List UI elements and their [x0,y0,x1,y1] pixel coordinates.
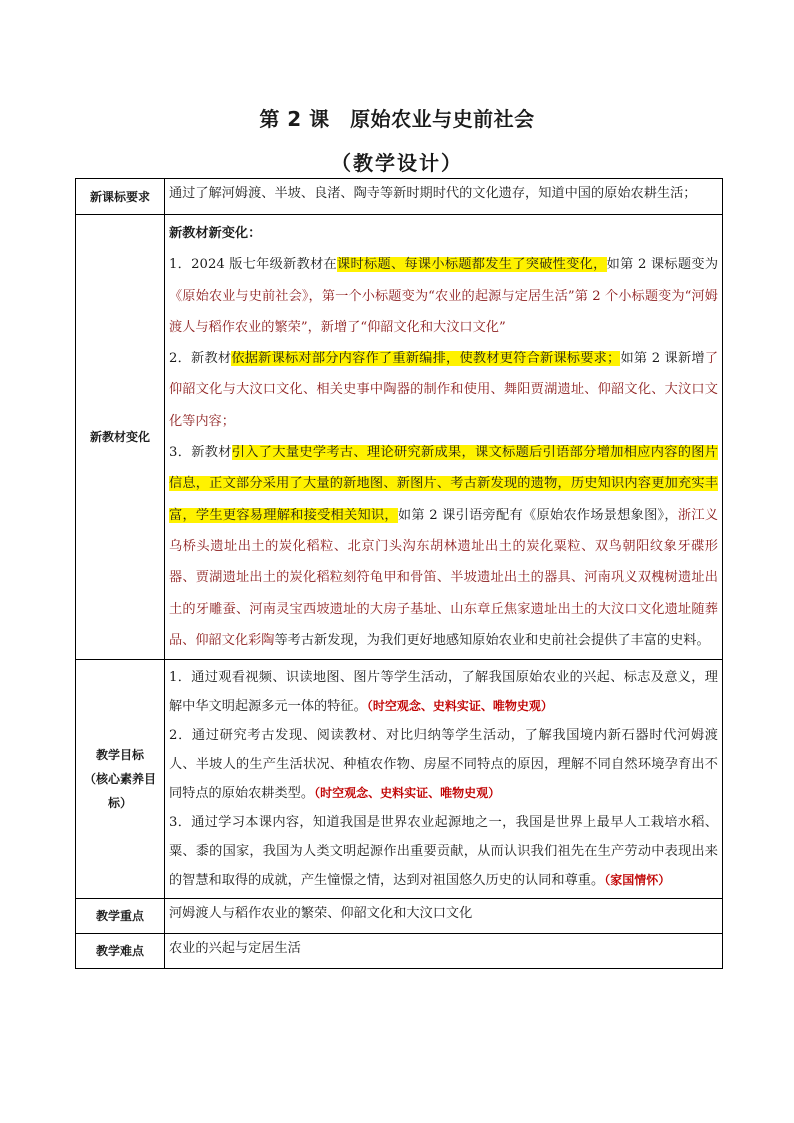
row-label-goals [76,660,165,899]
row-label-key-points: 教学重点 [76,899,165,934]
change-paragraph-1 [169,249,718,343]
standard-text: 通过了解河姆渡、半坡、良渚、陶寺等新时期时代的文化遗存，知道中国的原始农耕生活； [165,179,723,215]
table-row-goals [76,660,723,899]
p1-lead: 1．2024 版七年级新教材在 [169,257,338,273]
table-row-textbook [76,215,723,660]
goals-label-line1: 教学目标 [95,748,144,763]
p2-example: 如第 2 课新增 [620,351,705,367]
p1-detail: 《原始农业与史前社会》，第一个小标题变为“农业的起源与定居生活”第 2 个小标题变为“河姆渡人与稻作农业的繁荣”，新增了“仰韶文化和大汶口文化” [169,288,718,335]
p3-lead: 3．新教材 [169,445,232,461]
change-paragraph-2 [169,343,718,437]
page-subtitle: （教学设计） [331,151,463,175]
p3-detail: 浙江义乌桥头遗址出土的炭化稻粒、北京门头沟东胡林遗址出土的炭化粟粒、双鸟朝阳纹象牙碟形器、贾湖遗址出土的炭化稻粒刻符龟甲和骨笛、半坡遗址出土的器具、河南巩义双槐树遗址出土的牙雕蚕、河南灵宝西坡遗址的大房子基址、山东章丘焦家遗址出土的大汶口文化遗址随葬品、仰韶文化彩陶 [169,507,719,648]
key-points-text: 河姆渡人与稻作农业的繁荣、仰韶文化和大汶口文化 [165,899,723,934]
p2-lead: 2．新教材 [169,351,232,367]
p2-highlight: 依据新课标对部分内容作了重新编排，使教材更符合新课标要求； [231,351,621,367]
goal-3-literacy: （家国情怀） [604,873,671,888]
change-paragraph-3 [169,437,718,656]
goal-3 [169,808,718,895]
goal-1 [169,663,718,721]
p3-example: 如第 2 课引语旁配有《原始农作场景想象图》， [397,507,678,523]
p1-example: 如第 2 课标题变为 [606,257,719,273]
goals-label-line2: （核心素养目标） [83,772,156,811]
p3-highlight: 引入了大量史学考古、理论研究新成果，课文标题后引语部分增加相应内容的图片信息，正文部分采用了大量的新地图、新图片、考古新发现的遗物，历史知识内容更加充实丰富，学生更容易理解和接受相关知识， [169,445,718,523]
page-title: 第 2 课 原始农业与史前社会 [259,107,535,131]
goal-2 [169,721,718,808]
goal-3-text: 3．通过学习本课内容，知道我国是世界农业起源地之一，我国是世界上最早人工栽培水稻、粟、黍的国家，我国为人类文明起源作出重要贡献，从而认识我们祖先在生产劳动中表现出来的智慧和取得的成就，产生憧憬之情，达到对祖国悠久历史的认同和尊重。 [169,815,718,889]
p3-conclusion: 等考古新发现，为我们更好地感知原始农业和史前社会提供了丰富的史料。 [274,632,710,648]
goal-2-text: 2．通过研究考古发现、阅读教材、对比归纳等学生活动，了解我国境内新石器时代河姆渡人、半坡人的生产生活状况、种植农作物、房屋不同特点的原因，理解不同自然环境孕育出不同特点的原始农耕类型。 [169,728,718,802]
goal-1-text: 1．通过观看视频、识读地图、图片等学生活动，了解我国原始农业的兴起、标志及意义，理解中华文明起源多元一体的特征。 [169,670,718,715]
teaching-goals [165,660,723,899]
table-row-difficulty [76,934,723,969]
textbook-heading: 新教材新变化： [169,226,262,241]
lesson-design-table [75,178,723,969]
table-row-standard [76,179,723,215]
table-row-key-points [76,899,723,934]
textbook-changes [165,215,723,660]
row-label-textbook: 新教材变化 [76,215,165,660]
goal-1-literacy: （时空观念、史料实证、唯物史观） [366,699,553,714]
p1-highlight: 课时标题、每课小标题都发生了突破性变化， [337,257,607,273]
goal-2-literacy: （时空观念、史料实证、唯物史观） [314,786,501,801]
row-label-standard: 新课标要求 [76,179,165,215]
row-label-difficulty: 教学难点 [76,934,165,969]
difficulty-text: 农业的兴起与定居生活 [165,934,723,969]
p2-detail: 了仰韶文化与大汶口文化、相关史事中陶器的制作和使用、舞阳贾湖遗址、仰韶文化、大汶口文化等内容； [169,351,719,429]
